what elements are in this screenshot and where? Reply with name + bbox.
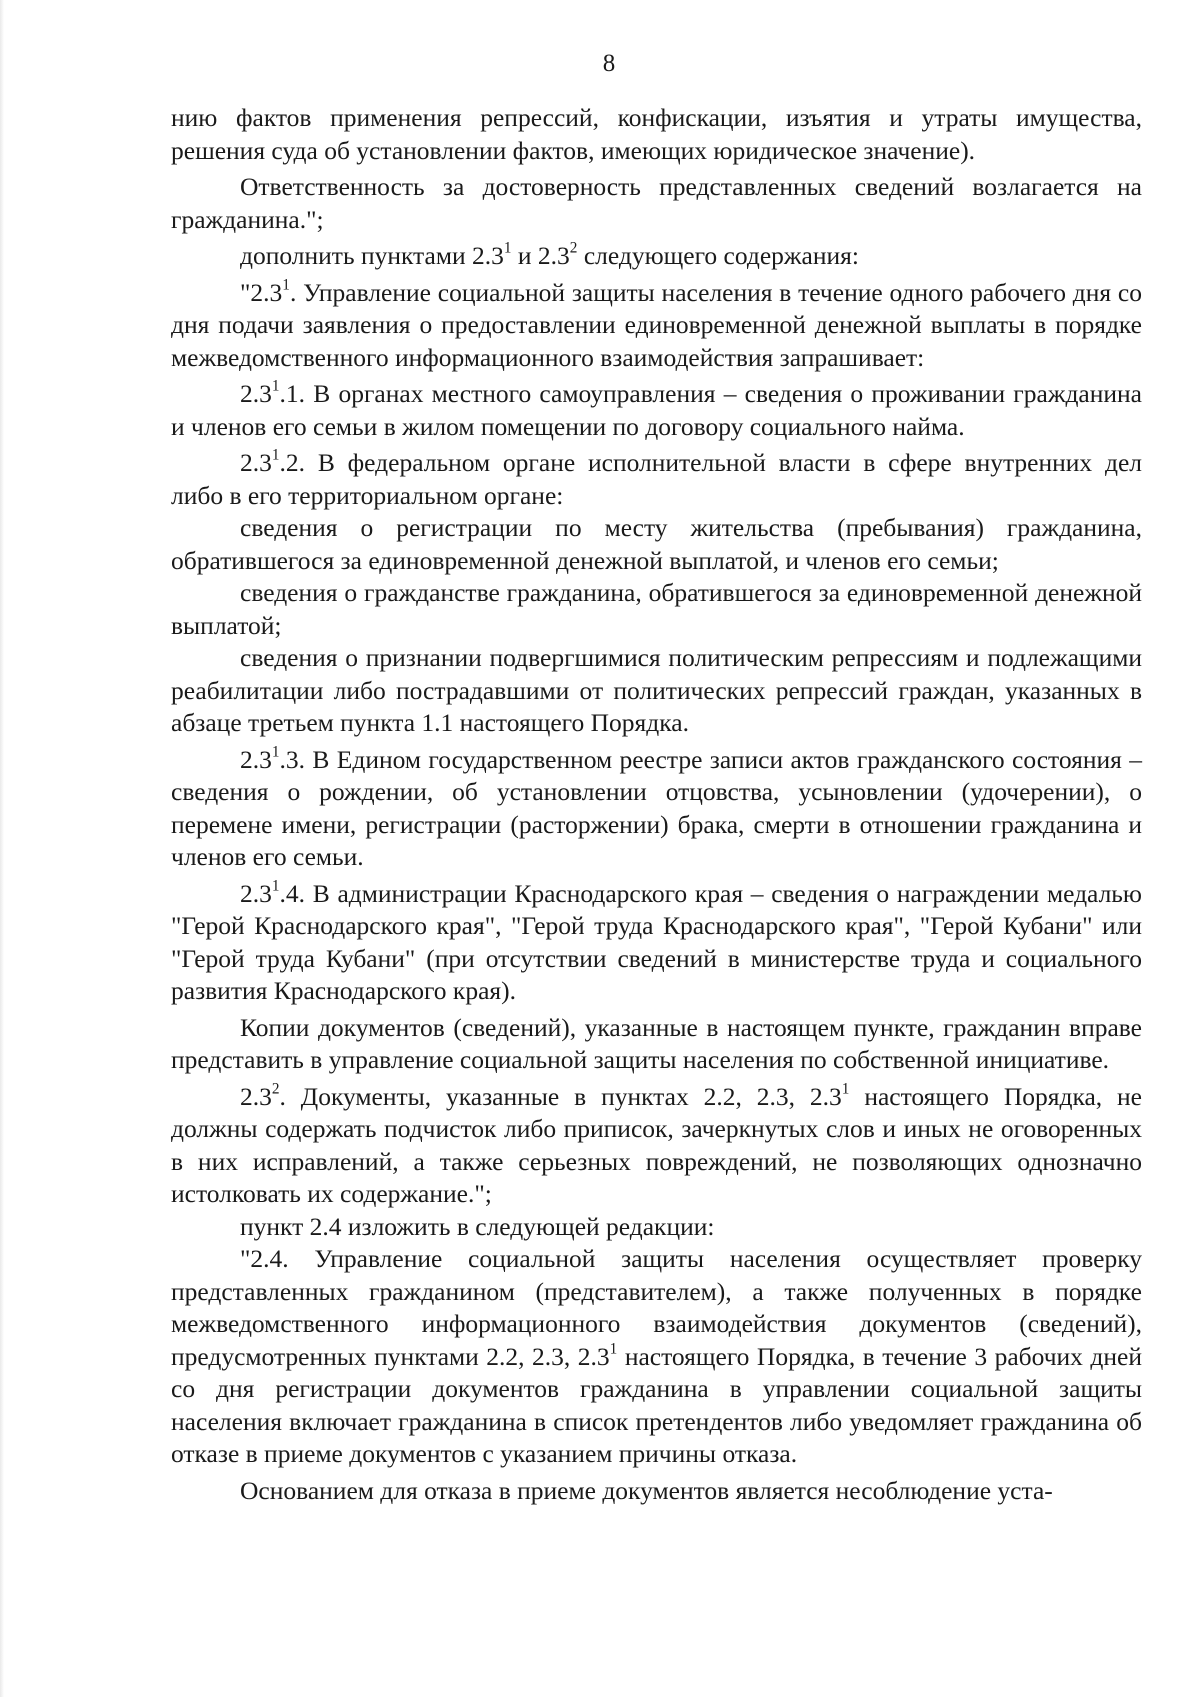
paragraph-14: пункт 2.4 изложить в следующей редакции:	[240, 1211, 715, 1241]
paragraph-1: нию фактов применения репрессий, конфискации, изъятия и утраты имущества, решения суда об установлении фактов, имеющих юридическое значение).	[171, 103, 1142, 165]
paragraph-11: $2.3^1.4$. В администрации Краснодарского края – сведения о награждении медалью "Герой Краснодарского края", "Герой труда Краснодарского края", "Герой Кубани" или "Герой труда Кубани" (при отсутствии сведений в министерстве труда и социального развития Краснодарского края).	[171, 877, 1142, 1005]
paragraph-6: $2.3^1.2$. В федеральном органе исполнительной власти в сфере внутренних дел либо в его территориальном органе:	[171, 446, 1142, 510]
page-number: 8	[602, 50, 616, 77]
paragraph-3: дополнить пунктами $2.3^1$ и $2.3^2$ следующего содержания:	[240, 239, 859, 270]
paragraph-8: сведения о гражданстве гражданина, обратившегося за единовременной денежной выплатой;	[171, 578, 1142, 640]
paragraph-5: $2.3^1.1$. В органах местного самоуправления – сведения о проживании гражданина и членов его семьи в жилом помещении по договору социального найма.	[171, 377, 1142, 441]
paragraph-12: Копии документов (сведений), указанные в настоящем пункте, гражданин вправе представить в управление социальной защиты населения по собственной инициативе.	[171, 1012, 1142, 1074]
paragraph-10: $2.3^1.3$. В Едином государственном реестре записи актов гражданского состояния – сведения о рождении, об установлении отцовства, усыновлении (удочерении), о перемене имени, регистрации (расторжении) брака, смерти в отношении гражданина и членов его семьи.	[171, 743, 1142, 871]
paragraph-13: $2.3^2$. Документы, указанные в пунктах 2.2, 2.3, $2.3^1$ настоящего Порядка, не должны содержать подчисток либо приписок, зачеркнутых слов и иных не оговоренных в них исправлений, а также серьезных повреждений, не позволяющих однозначно истолковать их содержание.";	[171, 1080, 1142, 1208]
paragraph-4: "$2.3^1$. Управление социальной защиты населения в течение одного рабочего дня со дня подачи заявления о предоставлении единовременной денежной выплаты в порядке межведомственного информационного взаимодействия запрашивает:	[171, 276, 1142, 372]
paragraph-2: Ответственность за достоверность представленных сведений возлагается на гражданина.";	[171, 172, 1142, 234]
paragraph-9: сведения о признании подвергшимися политическим репрессиям и подлежащими реабилитации либо пострадавшими от политических репрессий граждан, указанных в абзаце третьем пункта 1.1 настоящего Порядка.	[171, 643, 1142, 737]
paragraph-16: Основанием для отказа в приеме документов является несоблюдение уста-	[240, 1475, 1053, 1505]
scan-edge-shadow	[0, 0, 4, 1697]
paragraph-15: "2.4. Управление социальной защиты населения осуществляет проверку представленных гражданином (представителем), а также полученных в порядке межведомственного информационного взаимодействия документов (сведений), предусмотренных пунктами 2.2, 2.3, $2.3^1$ настоящего Порядка, в течение 3 рабочих дней со дня регистрации документов гражданина в управлении социальной защиты населения включает гражданина в список претендентов либо уведомляет гражданина об отказе в приеме документов с указанием причины отказа.	[171, 1244, 1142, 1468]
paragraph-7: сведения о регистрации по месту жительства (пребывания) гражданина, обратившегося за единовременной денежной выплатой, и членов его семьи;	[171, 513, 1142, 575]
document-body	[171, 102, 1142, 1507]
